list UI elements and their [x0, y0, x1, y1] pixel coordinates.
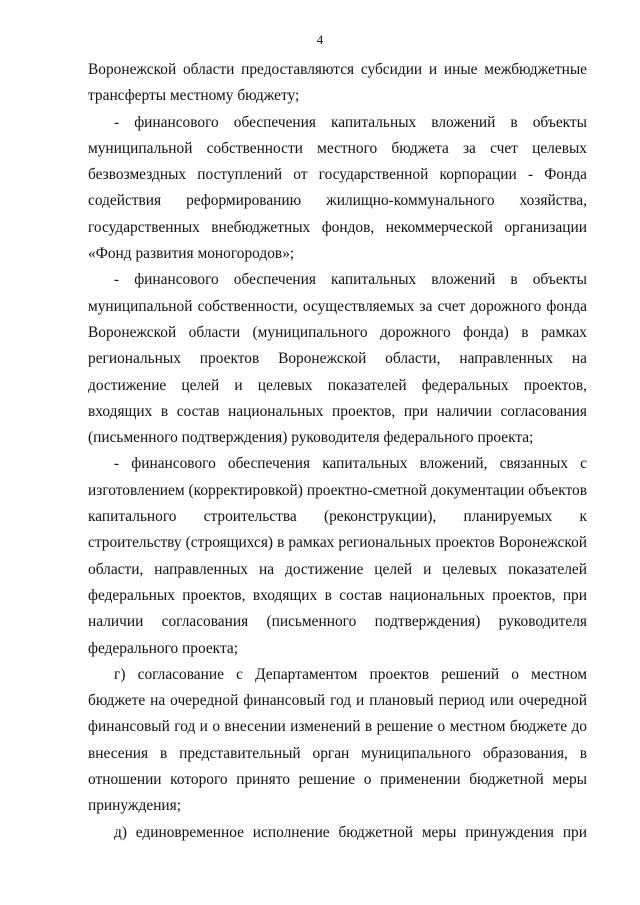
paragraph-item-d: д) единовременное исполнение бюджетной меры принуждения при	[114, 823, 587, 841]
paragraph-bullet-design-documentation: - финансового обеспечения капитальных вложений, связанных с изготовлением (корректировкой) проектно-сметной документации объектов капитального строительства (реконструкции), планируемых к строительству (строящихся) в рамках региональных проектов Воронежской области, направленных на достижение целей и целевых показателей федеральных проектов, входящих в состав национальных проектов, при наличии согласования (письменного подтверждения) руководителя федерального проекта;	[88, 455, 587, 657]
page-number: 4	[316, 32, 324, 47]
paragraph-bullet-gov-corporation: - финансового обеспечения капитальных вложений в объекты муниципальной собственности местного бюджета за счет целевых безвозмездных поступлений от государственной корпорации - Фонда содействия реформированию жилищно-коммунального хозяйства, государственных внебюджетных фондов, некоммерческой организации «Фонд развития моногородов»;	[88, 113, 587, 263]
document-body	[88, 57, 587, 846]
paragraph-item-g: г) согласование с Департаментом проектов решений о местном бюджете на очередной финансовый год и плановый период или очередной финансовый год и о внесении изменений в решение о местном бюджете до внесения в представительный орган муниципального образования, в отношении которого принято решение о применении бюджетной меры принуждения;	[88, 665, 587, 815]
paragraph-continuation: Воронежской области предоставляются субсидии и иные межбюджетные трансферты местному бюджету;	[88, 61, 587, 105]
paragraph-bullet-road-fund: - финансового обеспечения капитальных вложений в объекты муниципальной собственности, осуществляемых за счет дорожного фонда Воронежской области (муниципального дорожного фонда) в рамках региональных проектов Воронежской области, направленных на достижение целей и целевых показателей федеральных проектов, входящих в состав национальных проектов, при наличии согласования (письменного подтверждения) руководителя федерального проекта;	[88, 271, 587, 447]
